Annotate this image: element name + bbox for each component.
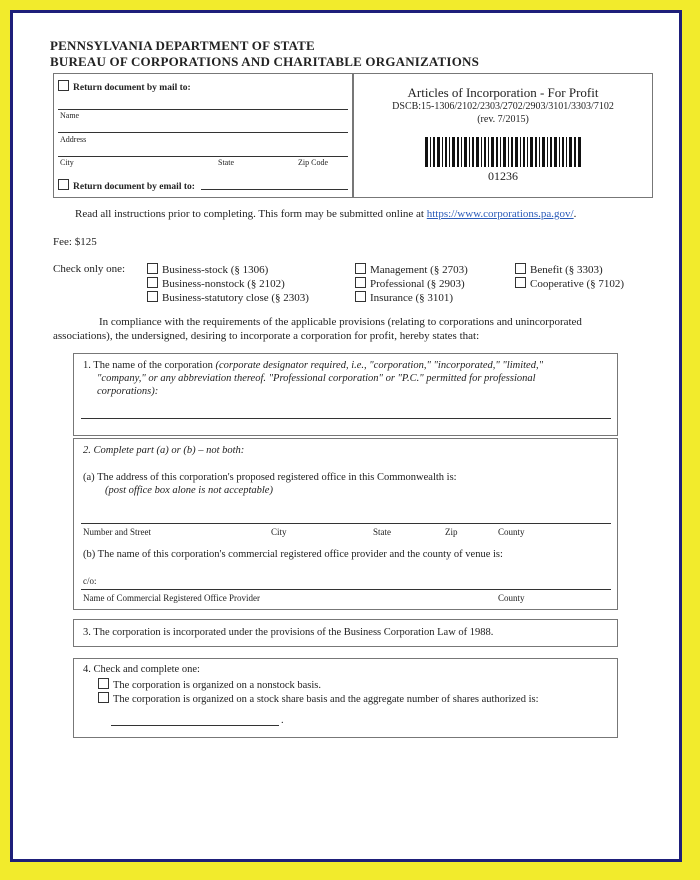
option-business-nonstock[interactable] [147,277,309,291]
option-label: Professional (§ 2903) [370,278,465,290]
nonstock-label: The corporation is organized on a nonstock basis. [113,680,322,691]
barcode-number: 01236 [488,169,518,183]
checkbox[interactable] [355,291,366,302]
section-3-text: 3. The corporation is incorporated under the provisions of the Business Corporation Law of 1988. [83,627,494,638]
city-label: City [60,158,74,167]
care-of-label: c/o: [83,576,97,586]
return-email-row [58,179,195,192]
section-1-text [83,359,613,398]
section-2-box [73,438,618,610]
compliance-line1: In compliance with the requirements of the applicable provisions (relating to corporations and unincorporated [99,316,582,328]
fee-text: Fee: $125 [53,236,97,248]
header-department: PENNSYLVANIA DEPARTMENT OF STATE [50,38,315,53]
name-label: Name [60,111,80,120]
form-revision: (rev. 7/2015) [477,114,529,125]
section-2a-text: (a) The address of this corporation's proposed registered office in this Commonwealth is: [83,472,457,483]
corporation-name-line[interactable] [81,418,611,419]
county-label: County [498,527,525,537]
checkbox[interactable] [147,277,158,288]
option-business-statutory-close[interactable] [147,291,309,305]
zip-label-2: Zip [445,527,458,537]
option-stock-share-basis[interactable] [98,692,539,705]
provider-name-label: Name of Commercial Registered Office Provider [83,593,261,603]
return-mail-label: Return document by mail to: [73,83,191,93]
section-1-italic-1: (corporate designator required, i.e., "corporation," "incorporated," "limited," [215,360,544,371]
section-1-italic-3: corporations): [97,386,159,397]
barcode [425,137,585,167]
option-professional[interactable] [355,277,468,291]
return-email-checkbox[interactable] [58,179,69,190]
option-label: Business-stock (§ 1306) [162,264,269,276]
instructions-line [75,208,576,220]
section-4-title: 4. Check and complete one: [83,664,200,675]
email-line[interactable] [201,189,348,190]
compliance-line2: associations), the undersigned, desiring to incorporate a corporation for profit, hereby states that: [53,330,480,342]
stock-share-checkbox[interactable] [98,692,109,703]
form-title: Articles of Incorporation - For Profit [407,85,599,100]
option-label: Insurance (§ 3101) [370,292,454,304]
option-label: Management (§ 2703) [370,264,468,276]
checkbox[interactable] [355,277,366,288]
authorized-shares-line[interactable] [111,725,279,726]
registered-office-address-line[interactable] [81,523,611,524]
option-nonstock-basis[interactable] [98,678,321,691]
city-state-zip-line[interactable] [58,156,348,157]
section-2b-text: (b) The name of this corporation's commercial registered office provider and the county of venue is: [83,549,503,560]
county-label-2: County [498,593,525,603]
authorized-shares-period: . [281,715,284,726]
check-only-one-label: Check only one: [53,263,126,275]
section-1-italic-2: "company," or any abbreviation thereof. "Professional corporation" or "P.C." permitted for professional [97,373,536,384]
corporations-url-link[interactable]: https://www.corporations.pa.gov/ [426,208,574,220]
number-street-label: Number and Street [83,527,151,537]
checkbox[interactable] [355,263,366,274]
checkbox[interactable] [147,291,158,302]
checkbox[interactable] [515,263,526,274]
nonstock-checkbox[interactable] [98,678,109,689]
section-2-title: 2. Complete part (a) or (b) – not both: [83,445,245,456]
section-1-prefix: 1. The name of the corporation [83,360,216,371]
section-2a-note: (post office box alone is not acceptable) [105,485,273,496]
checkbox[interactable] [147,263,158,274]
entity-type-col1 [147,263,309,305]
return-mail-row [58,80,191,93]
return-email-label: Return document by email to: [73,182,195,192]
state-label-2: State [373,527,391,537]
city-label-2: City [271,527,287,537]
address-label: Address [60,135,87,144]
header-bureau: BUREAU OF CORPORATIONS AND CHARITABLE ORGANIZATIONS [50,54,480,69]
instructions-end: . [573,208,577,220]
entity-type-col3 [515,263,624,291]
document-page [13,13,679,859]
page-frame [10,10,682,862]
option-benefit[interactable] [515,263,624,277]
instructions-text: Read all instructions prior to completing. This form may be submitted online at [75,208,424,220]
option-cooperative[interactable] [515,277,624,291]
option-label: Business-nonstock (§ 2102) [162,278,285,290]
entity-type-col2 [355,263,468,305]
name-line[interactable] [58,109,348,110]
option-label: Benefit (§ 3303) [530,264,603,276]
form-code: DSCB:15-1306/2102/2303/2702/2903/3101/3303/7102 [392,101,614,112]
return-mail-checkbox[interactable] [58,80,69,91]
option-business-stock[interactable] [147,263,309,277]
address-line[interactable] [58,132,348,133]
option-insurance[interactable] [355,291,468,305]
state-label: State [218,158,234,167]
option-label: Business-statutory close (§ 2303) [162,292,309,304]
checkbox[interactable] [515,277,526,288]
office-provider-line[interactable] [81,589,611,590]
stock-share-label: The corporation is organized on a stock share basis and the aggregate number of shares authorized is: [113,694,539,705]
option-management[interactable] [355,263,468,277]
option-label: Cooperative (§ 7102) [530,278,625,290]
zip-code-label: Zip Code [298,158,328,167]
